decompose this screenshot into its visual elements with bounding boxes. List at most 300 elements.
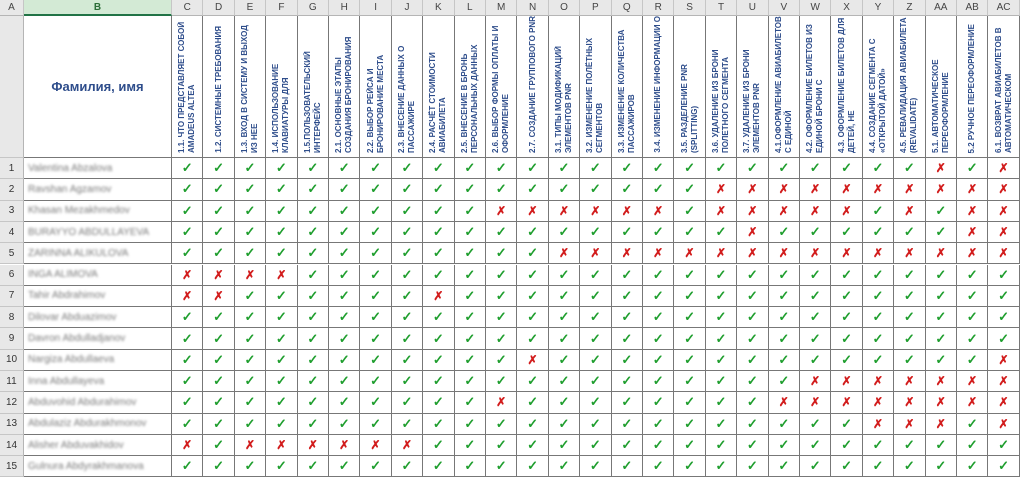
check-mark-icon[interactable]: ✓: [486, 328, 517, 349]
check-mark-icon[interactable]: ✓: [926, 456, 957, 477]
student-name-cell[interactable]: [24, 179, 172, 200]
topic-header-cell[interactable]: [266, 16, 297, 158]
student-name-cell[interactable]: [24, 243, 172, 264]
check-mark-icon[interactable]: ✓: [235, 243, 266, 264]
check-mark-icon[interactable]: ✓: [580, 328, 611, 349]
topic-header-cell[interactable]: [988, 16, 1019, 158]
check-mark-icon[interactable]: ✓: [863, 158, 894, 179]
check-mark-icon[interactable]: ✓: [863, 328, 894, 349]
cross-mark-icon[interactable]: ✗: [988, 371, 1019, 392]
check-mark-icon[interactable]: ✓: [580, 456, 611, 477]
column-header-x[interactable]: X: [831, 0, 862, 16]
column-header-q[interactable]: Q: [612, 0, 643, 16]
check-mark-icon[interactable]: ✓: [360, 158, 391, 179]
check-mark-icon[interactable]: ✓: [235, 392, 266, 413]
cross-mark-icon[interactable]: ✗: [926, 158, 957, 179]
cross-mark-icon[interactable]: ✗: [769, 179, 800, 200]
check-mark-icon[interactable]: ✓: [831, 435, 862, 456]
check-mark-icon[interactable]: ✓: [674, 392, 705, 413]
row-header-4[interactable]: 4: [0, 222, 24, 243]
cross-mark-icon[interactable]: ✗: [988, 158, 1019, 179]
cross-mark-icon[interactable]: ✗: [737, 179, 768, 200]
check-mark-icon[interactable]: ✓: [235, 328, 266, 349]
cross-mark-icon[interactable]: ✗: [737, 201, 768, 222]
check-mark-icon[interactable]: ✓: [674, 201, 705, 222]
check-mark-icon[interactable]: ✓: [455, 243, 486, 264]
check-mark-icon[interactable]: ✓: [486, 307, 517, 328]
check-mark-icon[interactable]: ✓: [455, 435, 486, 456]
check-mark-icon[interactable]: ✓: [580, 158, 611, 179]
row-header-6[interactable]: 6: [0, 265, 24, 286]
check-mark-icon[interactable]: ✓: [235, 286, 266, 307]
student-name-cell[interactable]: [24, 265, 172, 286]
cross-mark-icon[interactable]: ✗: [549, 243, 580, 264]
check-mark-icon[interactable]: ✓: [486, 265, 517, 286]
check-mark-icon[interactable]: ✓: [329, 307, 360, 328]
check-mark-icon[interactable]: ✓: [674, 307, 705, 328]
check-mark-icon[interactable]: ✓: [926, 307, 957, 328]
check-mark-icon[interactable]: ✓: [266, 243, 297, 264]
row-header-9[interactable]: 9: [0, 328, 24, 349]
check-mark-icon[interactable]: ✓: [392, 265, 423, 286]
check-mark-icon[interactable]: ✓: [831, 158, 862, 179]
check-mark-icon[interactable]: ✓: [926, 222, 957, 243]
check-mark-icon[interactable]: ✓: [423, 307, 454, 328]
check-mark-icon[interactable]: ✓: [706, 158, 737, 179]
check-mark-icon[interactable]: ✓: [455, 328, 486, 349]
check-mark-icon[interactable]: ✓: [674, 414, 705, 435]
column-header-p[interactable]: P: [580, 0, 611, 16]
check-mark-icon[interactable]: ✓: [737, 435, 768, 456]
check-mark-icon[interactable]: ✓: [831, 222, 862, 243]
check-mark-icon[interactable]: ✓: [266, 392, 297, 413]
check-mark-icon[interactable]: ✓: [800, 265, 831, 286]
check-mark-icon[interactable]: ✓: [800, 456, 831, 477]
column-header-n[interactable]: N: [517, 0, 548, 16]
student-name-cell[interactable]: [24, 435, 172, 456]
check-mark-icon[interactable]: ✓: [329, 286, 360, 307]
check-mark-icon[interactable]: ✓: [486, 243, 517, 264]
cross-mark-icon[interactable]: ✗: [863, 179, 894, 200]
check-mark-icon[interactable]: ✓: [392, 201, 423, 222]
check-mark-icon[interactable]: ✓: [612, 435, 643, 456]
check-mark-icon[interactable]: ✓: [298, 201, 329, 222]
check-mark-icon[interactable]: ✓: [423, 201, 454, 222]
cross-mark-icon[interactable]: ✗: [706, 179, 737, 200]
cross-mark-icon[interactable]: ✗: [957, 243, 988, 264]
cross-mark-icon[interactable]: ✗: [957, 201, 988, 222]
check-mark-icon[interactable]: ✓: [360, 414, 391, 435]
cross-mark-icon[interactable]: ✗: [957, 179, 988, 200]
check-mark-icon[interactable]: ✓: [486, 350, 517, 371]
check-mark-icon[interactable]: ✓: [706, 286, 737, 307]
check-mark-icon[interactable]: ✓: [392, 456, 423, 477]
cross-mark-icon[interactable]: ✗: [926, 179, 957, 200]
topic-header-cell[interactable]: [580, 16, 611, 158]
check-mark-icon[interactable]: ✓: [769, 435, 800, 456]
check-mark-icon[interactable]: ✓: [172, 243, 203, 264]
check-mark-icon[interactable]: ✓: [266, 158, 297, 179]
student-name-cell[interactable]: [24, 392, 172, 413]
topic-header-cell[interactable]: [203, 16, 234, 158]
cross-mark-icon[interactable]: ✗: [580, 243, 611, 264]
check-mark-icon[interactable]: ✓: [517, 179, 548, 200]
check-mark-icon[interactable]: ✓: [769, 328, 800, 349]
student-name-cell[interactable]: [24, 201, 172, 222]
check-mark-icon[interactable]: ✓: [800, 328, 831, 349]
row-header-7[interactable]: 7: [0, 286, 24, 307]
column-header-f[interactable]: F: [266, 0, 297, 16]
check-mark-icon[interactable]: ✓: [298, 265, 329, 286]
cross-mark-icon[interactable]: ✗: [549, 201, 580, 222]
topic-header-cell[interactable]: [769, 16, 800, 158]
check-mark-icon[interactable]: ✓: [737, 328, 768, 349]
cross-mark-icon[interactable]: ✗: [769, 201, 800, 222]
check-mark-icon[interactable]: ✓: [298, 286, 329, 307]
column-header-o[interactable]: O: [549, 0, 580, 16]
check-mark-icon[interactable]: ✓: [423, 243, 454, 264]
check-mark-icon[interactable]: ✓: [612, 158, 643, 179]
cross-mark-icon[interactable]: ✗: [831, 371, 862, 392]
check-mark-icon[interactable]: ✓: [580, 222, 611, 243]
topic-header-cell[interactable]: [612, 16, 643, 158]
column-header-i[interactable]: I: [360, 0, 391, 16]
cross-mark-icon[interactable]: ✗: [612, 201, 643, 222]
check-mark-icon[interactable]: ✓: [926, 435, 957, 456]
cross-mark-icon[interactable]: ✗: [957, 371, 988, 392]
check-mark-icon[interactable]: ✓: [517, 222, 548, 243]
cross-mark-icon[interactable]: ✗: [203, 286, 234, 307]
check-mark-icon[interactable]: ✓: [203, 201, 234, 222]
column-header-a[interactable]: A: [0, 0, 24, 16]
check-mark-icon[interactable]: ✓: [643, 222, 674, 243]
cross-mark-icon[interactable]: ✗: [517, 350, 548, 371]
check-mark-icon[interactable]: ✓: [926, 265, 957, 286]
check-mark-icon[interactable]: ✓: [612, 392, 643, 413]
cross-mark-icon[interactable]: ✗: [926, 371, 957, 392]
row-header-5[interactable]: 5: [0, 243, 24, 264]
check-mark-icon[interactable]: ✓: [612, 307, 643, 328]
cross-mark-icon[interactable]: ✗: [800, 371, 831, 392]
check-mark-icon[interactable]: ✓: [235, 456, 266, 477]
check-mark-icon[interactable]: ✓: [392, 414, 423, 435]
check-mark-icon[interactable]: ✓: [517, 307, 548, 328]
check-mark-icon[interactable]: ✓: [769, 158, 800, 179]
check-mark-icon[interactable]: ✓: [298, 158, 329, 179]
check-mark-icon[interactable]: ✓: [737, 286, 768, 307]
check-mark-icon[interactable]: ✓: [894, 307, 925, 328]
check-mark-icon[interactable]: ✓: [517, 243, 548, 264]
student-name-cell[interactable]: [24, 328, 172, 349]
check-mark-icon[interactable]: ✓: [706, 371, 737, 392]
check-mark-icon[interactable]: ✓: [612, 222, 643, 243]
check-mark-icon[interactable]: ✓: [423, 414, 454, 435]
check-mark-icon[interactable]: ✓: [172, 392, 203, 413]
check-mark-icon[interactable]: ✓: [517, 158, 548, 179]
check-mark-icon[interactable]: ✓: [549, 179, 580, 200]
topic-header-cell[interactable]: [737, 16, 768, 158]
cross-mark-icon[interactable]: ✗: [423, 286, 454, 307]
cross-mark-icon[interactable]: ✗: [266, 265, 297, 286]
check-mark-icon[interactable]: ✓: [957, 328, 988, 349]
check-mark-icon[interactable]: ✓: [517, 328, 548, 349]
check-mark-icon[interactable]: ✓: [360, 392, 391, 413]
check-mark-icon[interactable]: ✓: [580, 371, 611, 392]
check-mark-icon[interactable]: ✓: [360, 243, 391, 264]
topic-header-cell[interactable]: [517, 16, 548, 158]
check-mark-icon[interactable]: ✓: [926, 286, 957, 307]
check-mark-icon[interactable]: ✓: [455, 456, 486, 477]
check-mark-icon[interactable]: ✓: [988, 307, 1019, 328]
check-mark-icon[interactable]: ✓: [266, 414, 297, 435]
check-mark-icon[interactable]: ✓: [988, 435, 1019, 456]
check-mark-icon[interactable]: ✓: [203, 158, 234, 179]
check-mark-icon[interactable]: ✓: [517, 392, 548, 413]
check-mark-icon[interactable]: ✓: [957, 414, 988, 435]
check-mark-icon[interactable]: ✓: [423, 265, 454, 286]
column-header-b[interactable]: B: [24, 0, 172, 16]
check-mark-icon[interactable]: ✓: [235, 414, 266, 435]
check-mark-icon[interactable]: ✓: [455, 158, 486, 179]
cross-mark-icon[interactable]: ✗: [988, 392, 1019, 413]
topic-header-cell[interactable]: [674, 16, 705, 158]
check-mark-icon[interactable]: ✓: [769, 286, 800, 307]
column-header-d[interactable]: D: [203, 0, 234, 16]
check-mark-icon[interactable]: ✓: [203, 350, 234, 371]
check-mark-icon[interactable]: ✓: [360, 307, 391, 328]
check-mark-icon[interactable]: ✓: [580, 265, 611, 286]
check-mark-icon[interactable]: ✓: [172, 414, 203, 435]
check-mark-icon[interactable]: ✓: [298, 392, 329, 413]
check-mark-icon[interactable]: ✓: [329, 456, 360, 477]
check-mark-icon[interactable]: ✓: [957, 286, 988, 307]
check-mark-icon[interactable]: ✓: [831, 414, 862, 435]
check-mark-icon[interactable]: ✓: [455, 201, 486, 222]
cross-mark-icon[interactable]: ✗: [203, 265, 234, 286]
cross-mark-icon[interactable]: ✗: [894, 371, 925, 392]
check-mark-icon[interactable]: ✓: [769, 371, 800, 392]
check-mark-icon[interactable]: ✓: [517, 286, 548, 307]
check-mark-icon[interactable]: ✓: [643, 414, 674, 435]
check-mark-icon[interactable]: ✓: [643, 179, 674, 200]
check-mark-icon[interactable]: ✓: [423, 350, 454, 371]
check-mark-icon[interactable]: ✓: [486, 286, 517, 307]
topic-header-cell[interactable]: [549, 16, 580, 158]
check-mark-icon[interactable]: ✓: [266, 456, 297, 477]
topic-header-cell[interactable]: [298, 16, 329, 158]
check-mark-icon[interactable]: ✓: [831, 456, 862, 477]
check-mark-icon[interactable]: ✓: [800, 286, 831, 307]
check-mark-icon[interactable]: ✓: [203, 179, 234, 200]
topic-header-cell[interactable]: [235, 16, 266, 158]
check-mark-icon[interactable]: ✓: [298, 307, 329, 328]
check-mark-icon[interactable]: ✓: [926, 328, 957, 349]
check-mark-icon[interactable]: ✓: [580, 179, 611, 200]
cross-mark-icon[interactable]: ✗: [863, 243, 894, 264]
check-mark-icon[interactable]: ✓: [863, 350, 894, 371]
check-mark-icon[interactable]: ✓: [863, 201, 894, 222]
check-mark-icon[interactable]: ✓: [172, 201, 203, 222]
check-mark-icon[interactable]: ✓: [957, 265, 988, 286]
cross-mark-icon[interactable]: ✗: [957, 222, 988, 243]
check-mark-icon[interactable]: ✓: [423, 158, 454, 179]
row-header-11[interactable]: 11: [0, 371, 24, 392]
cross-mark-icon[interactable]: ✗: [800, 392, 831, 413]
check-mark-icon[interactable]: ✓: [455, 286, 486, 307]
cross-mark-icon[interactable]: ✗: [517, 201, 548, 222]
check-mark-icon[interactable]: ✓: [549, 392, 580, 413]
check-mark-icon[interactable]: ✓: [486, 414, 517, 435]
column-header-r[interactable]: R: [643, 0, 674, 16]
check-mark-icon[interactable]: ✓: [392, 286, 423, 307]
column-header-m[interactable]: M: [486, 0, 517, 16]
column-header-y[interactable]: Y: [863, 0, 894, 16]
check-mark-icon[interactable]: ✓: [392, 222, 423, 243]
column-header-l[interactable]: L: [455, 0, 486, 16]
check-mark-icon[interactable]: ✓: [172, 371, 203, 392]
check-mark-icon[interactable]: ✓: [392, 179, 423, 200]
check-mark-icon[interactable]: ✓: [549, 435, 580, 456]
check-mark-icon[interactable]: ✓: [486, 158, 517, 179]
check-mark-icon[interactable]: ✓: [674, 328, 705, 349]
check-mark-icon[interactable]: ✓: [517, 371, 548, 392]
check-mark-icon[interactable]: ✓: [988, 456, 1019, 477]
check-mark-icon[interactable]: ✓: [423, 222, 454, 243]
topic-header-cell[interactable]: [486, 16, 517, 158]
check-mark-icon[interactable]: ✓: [831, 286, 862, 307]
column-header-h[interactable]: H: [329, 0, 360, 16]
check-mark-icon[interactable]: ✓: [423, 456, 454, 477]
cross-mark-icon[interactable]: ✗: [988, 414, 1019, 435]
check-mark-icon[interactable]: ✓: [674, 265, 705, 286]
row-header-15[interactable]: 15: [0, 456, 24, 477]
check-mark-icon[interactable]: ✓: [580, 414, 611, 435]
cross-mark-icon[interactable]: ✗: [769, 392, 800, 413]
check-mark-icon[interactable]: ✓: [643, 286, 674, 307]
check-mark-icon[interactable]: ✓: [894, 350, 925, 371]
check-mark-icon[interactable]: ✓: [517, 435, 548, 456]
check-mark-icon[interactable]: ✓: [894, 265, 925, 286]
check-mark-icon[interactable]: ✓: [674, 286, 705, 307]
topic-header-cell[interactable]: [831, 16, 862, 158]
cross-mark-icon[interactable]: ✗: [894, 243, 925, 264]
check-mark-icon[interactable]: ✓: [360, 179, 391, 200]
check-mark-icon[interactable]: ✓: [423, 371, 454, 392]
check-mark-icon[interactable]: ✓: [706, 350, 737, 371]
cross-mark-icon[interactable]: ✗: [988, 350, 1019, 371]
check-mark-icon[interactable]: ✓: [455, 414, 486, 435]
check-mark-icon[interactable]: ✓: [863, 307, 894, 328]
check-mark-icon[interactable]: ✓: [674, 158, 705, 179]
check-mark-icon[interactable]: ✓: [298, 243, 329, 264]
check-mark-icon[interactable]: ✓: [549, 328, 580, 349]
check-mark-icon[interactable]: ✓: [235, 179, 266, 200]
check-mark-icon[interactable]: ✓: [455, 307, 486, 328]
check-mark-icon[interactable]: ✓: [957, 435, 988, 456]
check-mark-icon[interactable]: ✓: [203, 371, 234, 392]
student-name-cell[interactable]: [24, 158, 172, 179]
student-name-cell[interactable]: [24, 222, 172, 243]
check-mark-icon[interactable]: ✓: [392, 350, 423, 371]
check-mark-icon[interactable]: ✓: [831, 350, 862, 371]
cross-mark-icon[interactable]: ✗: [486, 392, 517, 413]
check-mark-icon[interactable]: ✓: [737, 392, 768, 413]
cross-mark-icon[interactable]: ✗: [392, 435, 423, 456]
cross-mark-icon[interactable]: ✗: [172, 265, 203, 286]
cross-mark-icon[interactable]: ✗: [800, 243, 831, 264]
cross-mark-icon[interactable]: ✗: [831, 179, 862, 200]
check-mark-icon[interactable]: ✓: [831, 265, 862, 286]
check-mark-icon[interactable]: ✓: [392, 307, 423, 328]
check-mark-icon[interactable]: ✓: [800, 350, 831, 371]
check-mark-icon[interactable]: ✓: [580, 286, 611, 307]
check-mark-icon[interactable]: ✓: [329, 265, 360, 286]
student-name-cell[interactable]: [24, 286, 172, 307]
check-mark-icon[interactable]: ✓: [769, 456, 800, 477]
cross-mark-icon[interactable]: ✗: [831, 392, 862, 413]
check-mark-icon[interactable]: ✓: [737, 350, 768, 371]
cross-mark-icon[interactable]: ✗: [988, 222, 1019, 243]
check-mark-icon[interactable]: ✓: [612, 456, 643, 477]
row-header-blank[interactable]: [0, 16, 24, 158]
column-header-v[interactable]: V: [769, 0, 800, 16]
cross-mark-icon[interactable]: ✗: [643, 243, 674, 264]
check-mark-icon[interactable]: ✓: [517, 456, 548, 477]
cross-mark-icon[interactable]: ✗: [706, 243, 737, 264]
check-mark-icon[interactable]: ✓: [203, 328, 234, 349]
cross-mark-icon[interactable]: ✗: [643, 201, 674, 222]
check-mark-icon[interactable]: ✓: [580, 392, 611, 413]
check-mark-icon[interactable]: ✓: [706, 328, 737, 349]
check-mark-icon[interactable]: ✓: [800, 222, 831, 243]
check-mark-icon[interactable]: ✓: [988, 265, 1019, 286]
check-mark-icon[interactable]: ✓: [266, 179, 297, 200]
check-mark-icon[interactable]: ✓: [329, 414, 360, 435]
check-mark-icon[interactable]: ✓: [549, 307, 580, 328]
check-mark-icon[interactable]: ✓: [988, 328, 1019, 349]
cross-mark-icon[interactable]: ✗: [329, 435, 360, 456]
cross-mark-icon[interactable]: ✗: [769, 243, 800, 264]
cross-mark-icon[interactable]: ✗: [172, 286, 203, 307]
check-mark-icon[interactable]: ✓: [580, 350, 611, 371]
topic-header-cell[interactable]: [800, 16, 831, 158]
check-mark-icon[interactable]: ✓: [674, 350, 705, 371]
check-mark-icon[interactable]: ✓: [172, 328, 203, 349]
check-mark-icon[interactable]: ✓: [988, 286, 1019, 307]
check-mark-icon[interactable]: ✓: [298, 371, 329, 392]
cross-mark-icon[interactable]: ✗: [800, 201, 831, 222]
check-mark-icon[interactable]: ✓: [737, 414, 768, 435]
check-mark-icon[interactable]: ✓: [298, 179, 329, 200]
check-mark-icon[interactable]: ✓: [549, 158, 580, 179]
cross-mark-icon[interactable]: ✗: [737, 243, 768, 264]
check-mark-icon[interactable]: ✓: [580, 307, 611, 328]
check-mark-icon[interactable]: ✓: [549, 456, 580, 477]
check-mark-icon[interactable]: ✓: [455, 350, 486, 371]
cross-mark-icon[interactable]: ✗: [800, 179, 831, 200]
check-mark-icon[interactable]: ✓: [926, 350, 957, 371]
check-mark-icon[interactable]: ✓: [172, 350, 203, 371]
row-header-3[interactable]: 3: [0, 201, 24, 222]
check-mark-icon[interactable]: ✓: [737, 456, 768, 477]
check-mark-icon[interactable]: ✓: [455, 371, 486, 392]
check-mark-icon[interactable]: ✓: [737, 307, 768, 328]
check-mark-icon[interactable]: ✓: [612, 179, 643, 200]
check-mark-icon[interactable]: ✓: [235, 201, 266, 222]
cross-mark-icon[interactable]: ✗: [298, 435, 329, 456]
topic-header-cell[interactable]: [172, 16, 203, 158]
check-mark-icon[interactable]: ✓: [172, 456, 203, 477]
